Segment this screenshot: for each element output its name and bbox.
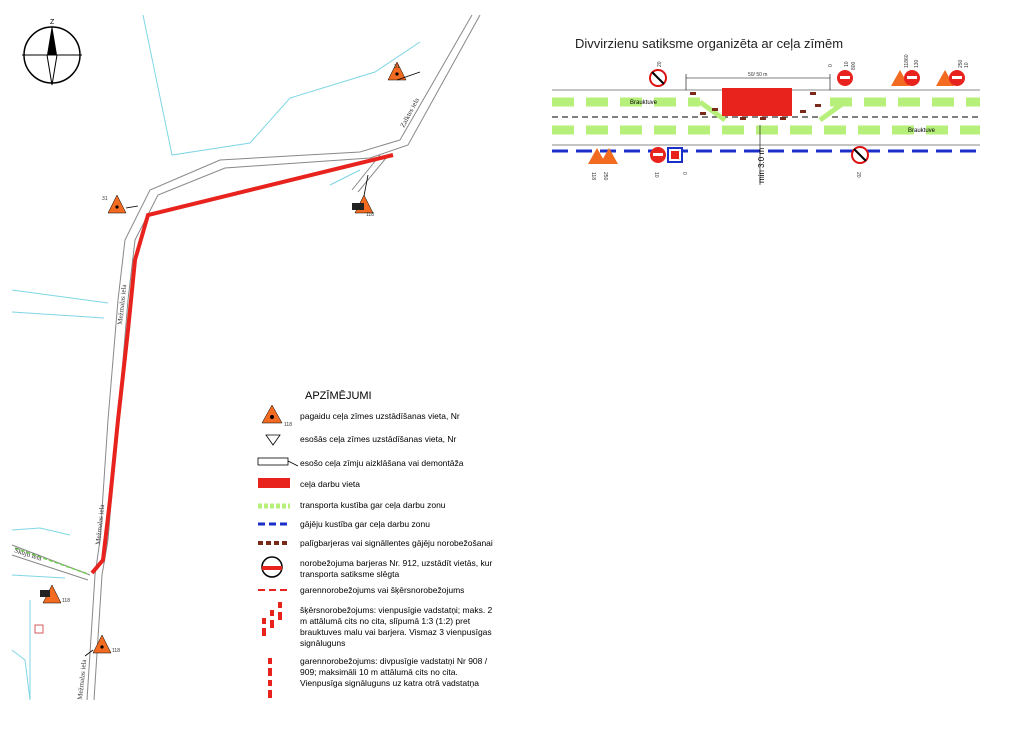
scheme-signs-right-group [891, 70, 965, 86]
svg-text:10: 10 [653, 172, 659, 178]
lane-label-bottom: Brauktuve [908, 128, 936, 134]
scheme-title: Divvirzienu satiksme organizēta ar ceļa zīmēm [575, 36, 844, 51]
scheme-sign-no-overtaking-left [650, 70, 666, 86]
street-label-skuju: Skuju iela [13, 546, 43, 563]
legend-item-barrier-912: norobežojuma barjeras Nr. 912, uzstādīt vietās, kur transporta satiksme slēgta [300, 558, 493, 579]
street-label-mezmalas-1: Mežmalas iela [116, 283, 129, 326]
legend-item-longitudinal: garennorobežojums vai šķērsnorobežojums [300, 585, 465, 595]
svg-text:20: 20 [855, 172, 861, 178]
svg-text:10: 10 [844, 61, 850, 67]
map-sign-3 [352, 175, 374, 218]
svg-text:250: 250 [958, 59, 964, 68]
svg-text:118: 118 [112, 648, 120, 654]
street-label-mezmalas-2: Mežmalas iela [94, 503, 107, 546]
street-label-mezmalas-3: Mežmalas iela [76, 658, 89, 701]
svg-text:800: 800 [851, 61, 857, 70]
svg-text:0: 0 [828, 64, 834, 67]
svg-text:118: 118 [62, 598, 70, 604]
legend-symbols [258, 405, 298, 698]
svg-text:118: 118 [590, 172, 596, 180]
svg-text:0: 0 [681, 172, 687, 175]
road-scheme [552, 54, 980, 185]
svg-text:60: 60 [904, 54, 910, 60]
map-sign-1 [388, 62, 420, 80]
svg-text:118: 118 [366, 212, 374, 218]
svg-text:20: 20 [657, 61, 663, 67]
legend-item-temporary-sign: pagaidu ceļa zīmes uzstādīšanas vieta, Nr [300, 411, 460, 421]
legend-item-longitudinal-posts: garennorobežojums: divpusīgie vadstatņi Nr 908 / 909; maksimāli 10 m attālumā cits no cita. Vienpusīga signāluguns uz katra otrā vadstatņa [300, 656, 488, 688]
legend-item-traffic: transporta kustība gar ceļa darbu zonu [300, 500, 446, 510]
street-label-zalktes: Zalktes iela [398, 96, 422, 129]
scheme-min-distance: min 3.0 m [757, 147, 766, 183]
legend-item-cover-sign: esošo ceļa zīmju aizklāšana vai demontāža [300, 458, 464, 468]
svg-text:130: 130 [914, 59, 920, 68]
legend-item-existing-sign: esošās ceļa zīmes uzstādīšanas vieta, Nr [300, 434, 457, 444]
parcel-boundaries [12, 15, 420, 700]
scheme-sign-no-overtaking-bottom [852, 147, 868, 163]
legend-sign-number: 118 [284, 422, 292, 428]
legend-title: APZĪMĒJUMI [305, 390, 372, 402]
north-arrow [22, 19, 82, 85]
map-building [35, 625, 43, 633]
svg-text:10: 10 [964, 62, 970, 68]
lane-label-top: Brauktuve [630, 100, 658, 106]
legend-item-pedestrian: gājēju kustība gar ceļa darbu zonu [300, 519, 430, 529]
svg-text:118: 118 [904, 60, 910, 68]
scheme-sign-priority-right [837, 70, 853, 86]
map-sign-4 [40, 585, 70, 604]
legend-item-work-site: ceļa darbu vieta [300, 479, 361, 489]
map-sign-2 [102, 195, 138, 213]
svg-text:250: 250 [602, 172, 608, 181]
svg-text:50/ 50 m: 50/ 50 m [748, 72, 768, 78]
svg-text:31: 31 [102, 196, 108, 202]
svg-text:Z: Z [50, 19, 55, 26]
site-map [12, 15, 480, 700]
scheme-work-zone [722, 88, 792, 116]
legend-item-cross-barrier: šķērsnorobežojums: vienpusīgie vadstatņi; maks. 2 m attālumā cits no cita, slīpumā 1:3 (1:2) pret brauktuves malu vai barjera. Vismaz 3 vienpusīgas signāluguns [300, 605, 493, 648]
legend-item-aux-barriers: palīgbarjeras vai signāllentes gājēju norobežošanai [300, 538, 493, 548]
svg-text:31: 31 [394, 64, 400, 70]
